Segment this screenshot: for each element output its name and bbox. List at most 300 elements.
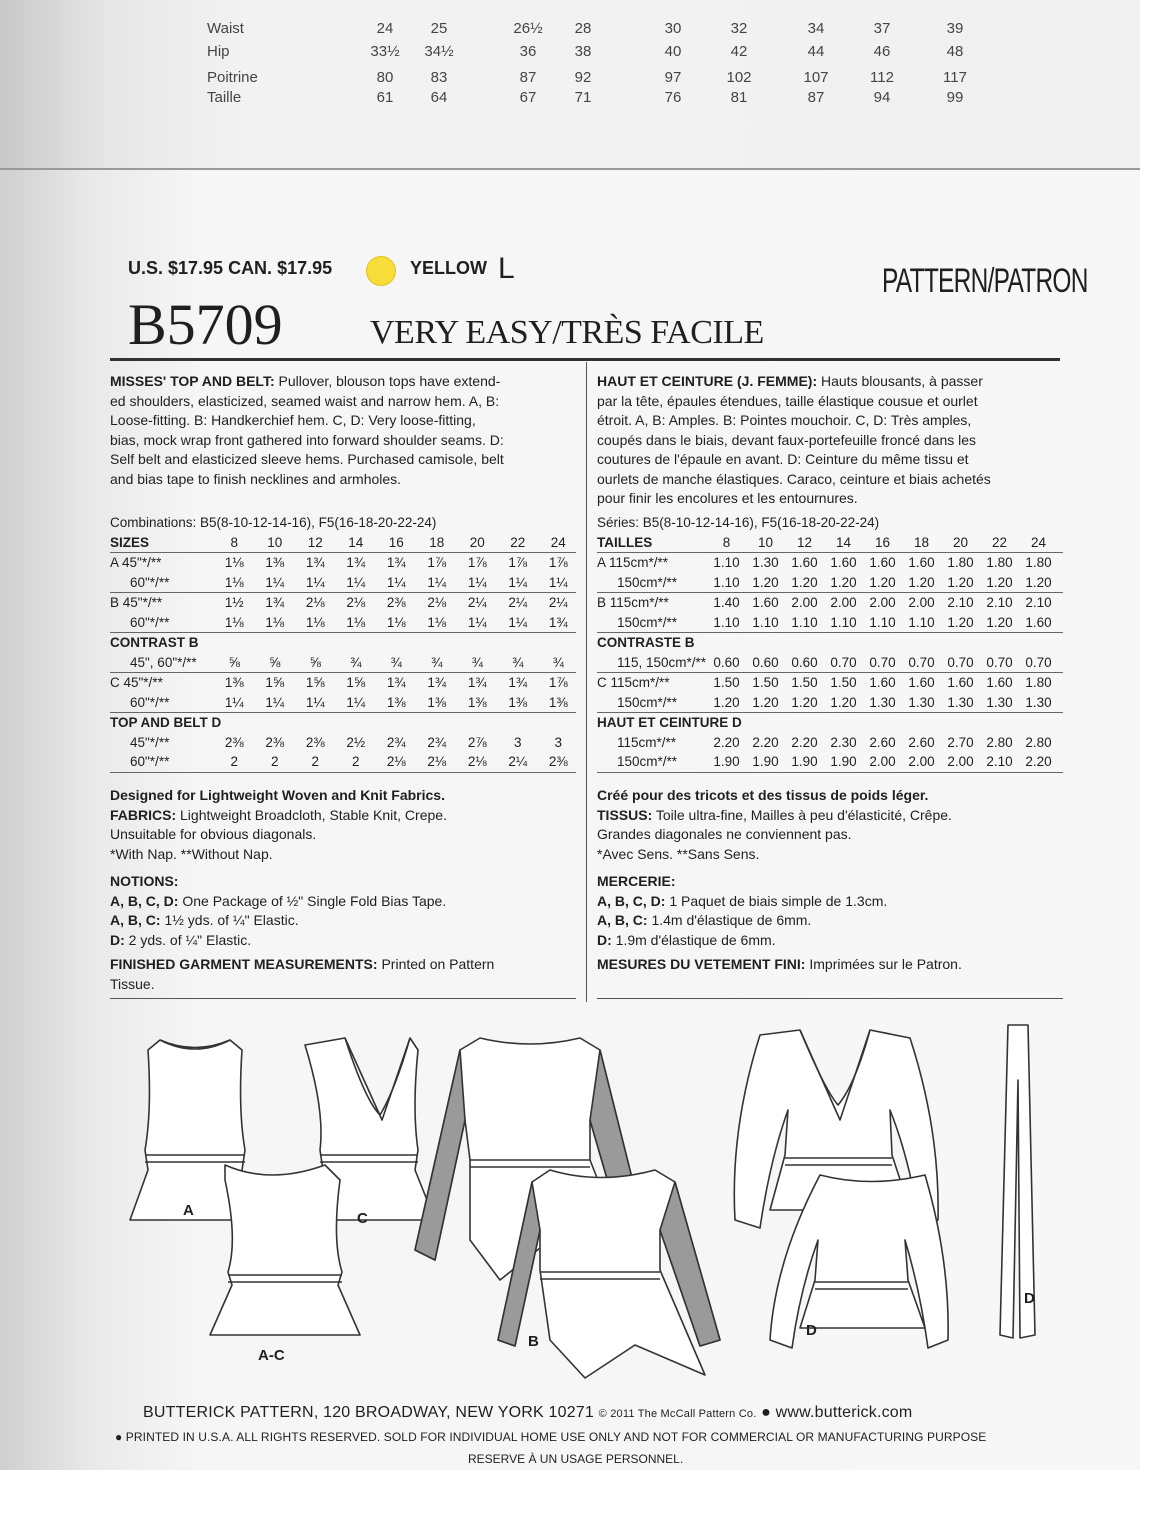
yardage-cell: 1¼ [548,574,568,590]
unsuitable-text: Unsuitable for obvious diagonals. [110,826,317,842]
yardage-cell: 1.60 [947,675,974,690]
yardage-row-label: 45", 60"*/** [130,654,197,670]
yardage-cell: 1⅜ [386,694,406,710]
yardage-cell: 1.50 [752,675,779,690]
yardage-cell: 1¼ [427,574,447,590]
size-chart-cell: 112 [870,69,894,86]
yardage-row [110,733,576,753]
yardage-cell: 1.20 [791,574,818,590]
yardage-cell: 1.50 [830,675,857,690]
yardage-cell: 2.20 [1025,754,1052,769]
yardage-cell: 1.20 [791,694,818,710]
publisher-line [143,1404,912,1422]
yardage-cell: 2¼ [467,595,487,610]
yardage-cell: 2¾ [386,734,406,750]
size-chart-cell: 32 [730,20,748,37]
yardage-cell: 1⅛ [386,614,406,630]
finished-text-fr: Imprimées sur le Patron. [809,956,962,972]
yardage-cell: 0.70 [1025,654,1052,670]
yardage-cell: 2¼ [508,754,528,769]
size-chart-cell: 42 [730,43,748,60]
yardage-cell: 2⅜ [386,595,406,610]
description-en-line: Pullover, blouson tops have extend- [278,373,501,389]
yardage-cell: 1⅜ [508,694,528,710]
finished-text-2: Tissue. [110,975,155,992]
size-chart-label: Poitrine [207,69,258,86]
yardage-cell: 1⅞ [548,675,568,690]
yardage-cell: 1¼ [305,574,325,590]
yardage-row-label: C 115cm*/** [597,675,670,690]
size-header-cell: 12 [307,534,323,550]
size-chart-cell: 48 [946,43,964,60]
yardage-cell: 1⅜ [265,555,285,570]
yardage-row [110,673,576,693]
yardage-cell: ¾ [390,654,402,670]
rights-line [115,1430,986,1444]
yardage-cell: 1.10 [830,614,857,630]
yardage-row-label: 60"*/** [130,694,170,710]
yardage-cell: 2.00 [908,595,935,610]
yardage-cell: 1¾ [467,675,487,690]
yardage-cell: 0.60 [752,654,779,670]
description-fr-line: ourlets de manche élastiques. Caraco, ceinture et biais achetés [597,470,991,487]
yardage-table-en [110,513,576,773]
bullet-icon: ● [761,1404,771,1421]
size-chart-cell: 81 [730,89,748,106]
yardage-cell: 1.80 [986,555,1013,570]
sizes-header-row [110,533,576,554]
size-chart-cell: 30 [664,20,682,37]
yardage-cell: 1.40 [713,595,740,610]
notion-text: 2 yds. of ¼" Elastic. [128,931,252,948]
column-divider [586,362,587,1002]
yardage-row [110,693,576,714]
yardage-row-label: A 45"*/** [110,555,162,570]
size-header-cell: 24 [1030,534,1047,550]
view-label-d: D [806,1322,817,1339]
size-header-cell: 22 [510,534,526,550]
view-label-ac: A-C [258,1347,285,1364]
yardage-cell: 1⅛ [224,574,244,590]
yardage-cell: 2⅛ [427,595,447,610]
yardage-cell: 0.60 [713,654,740,670]
yardage-cell: 1.60 [869,555,896,570]
size-chart-cell: 34 [807,20,825,37]
yardage-cell: 1¾ [548,614,568,630]
size-header-cell: 20 [469,534,485,550]
color-name: YELLOW [410,258,487,278]
website: www.butterick.com [775,1404,913,1421]
yardage-cell: 1.20 [908,574,935,590]
description-fr-line: Hauts blousants, à passer [821,373,983,389]
yardage-row-label: B 45"*/** [110,595,163,610]
pattern-number: B5709 [128,292,283,357]
yardage-cell: 1⅜ [548,694,568,710]
yardage-cell: 2 [351,754,360,769]
fabrics-text: Lightweight Broadcloth, Stable Knit, Crepe. [180,806,447,823]
yardage-row [597,673,1063,693]
yardage-cell: 1⅞ [467,555,487,570]
yardage-cell: 0.70 [908,654,935,670]
yardage-cell: 2.00 [869,595,896,610]
yardage-cell: 1¼ [346,694,366,710]
size-chart-cell: 117 [943,69,967,86]
yardage-cell: 1⅞ [508,555,528,570]
yardage-cell: 2.30 [830,734,857,750]
yardage-row-label: 115, 150cm*/** [617,654,707,670]
yardage-cell: 1.20 [986,614,1013,630]
yardage-row [597,752,1063,773]
description-fr-line: étroit. A, B: Amples. B: Pointes mouchoir. C, D: Très amples, [597,412,972,428]
yardage-cell: 2¼ [508,595,528,610]
yardage-row-label: 60"*/** [130,754,170,769]
notion-key: D: [110,931,125,948]
size-chart-cell: 34½ [424,43,454,60]
notion-key: D: [597,931,612,948]
yardage-cell: 1.10 [713,555,740,570]
yardage-cell: 1⅛ [224,555,244,570]
yardage-cell: 1¾ [305,555,325,570]
yardage-table-fr [597,513,1063,773]
description-fr-line: par la tête, épaules étendues, taille élastique cousue et ourlet [597,392,978,409]
view-label-d-belt: D [1024,1290,1035,1307]
size-header-cell: 12 [796,534,813,550]
yardage-row [597,553,1063,573]
yardage-cell: 2 [311,754,319,769]
yardage-cell: 1⅛ [427,614,447,630]
yardage-cell: 1.90 [830,754,857,769]
description-en-line: bias, mock wrap front gathered into forward shoulder seams. D: [110,431,504,448]
yardage-cell: 1.90 [752,754,779,769]
yardage-row-label: TOP AND BELT D [110,715,222,730]
yardage-cell: 0.70 [947,654,974,670]
yardage-cell: ¾ [471,654,483,670]
yardage-row [597,693,1063,714]
yardage-row [597,573,1063,594]
size-header-cell: 14 [835,534,852,550]
size-chart-cell: 107 [803,69,829,86]
bullet-icon: ● [115,1430,123,1444]
description-en-line: and bias tape to finish necklines and armholes. [110,470,402,487]
difficulty: VERY EASY/TRÈS FACILE [370,314,764,351]
unsuitable-text-fr: Grandes diagonales ne conviennent pas. [597,826,852,842]
yardage-row-label: 150cm*/** [617,754,678,769]
yardage-cell: 0.70 [830,654,857,670]
yardage-row-label: 60"*/** [130,574,170,590]
yardage-cell: 1⅜ [467,694,487,710]
yardage-cell: 2⅜ [548,754,568,769]
size-header-cell: 24 [550,534,566,550]
yardage-row [110,553,576,573]
color-dot [366,256,396,286]
yardage-cell: 2.10 [1025,595,1052,610]
yardage-cell: 1.20 [830,694,857,710]
yardage-cell: 1⅝ [265,675,285,690]
yardage-cell: 2.80 [986,734,1013,750]
yardage-cell: 1.20 [869,574,896,590]
size-header-cell: 14 [348,534,364,550]
yardage-cell: 2⅜ [224,734,244,750]
size-chart-label: Hip [207,43,230,60]
yardage-cell: 2.00 [947,754,974,769]
garment-illustrations [120,1010,1080,1380]
yardage-cell: 0.60 [791,654,818,670]
size-chart-cell: 40 [664,43,682,60]
yardage-row [597,713,1063,733]
yardage-cell: 1.60 [869,675,896,690]
finished-title-fr: MESURES DU VETEMENT FINI: [597,956,806,972]
yardage-cell: 1¾ [265,595,285,610]
size-chart-cell: 33½ [370,43,400,60]
yardage-cell: 1⅛ [224,614,244,630]
combinations-line: Combinations: B5(8-10-12-14-16), F5(16-18-20-22-24) [110,515,437,530]
description-fr-line: coutures de l'épaule en avant. D: Ceinture du même tissu et [597,451,969,467]
yardage-cell: 2.20 [713,734,740,750]
size-header-cell: 8 [230,534,238,550]
nap-legend-fr: *Avec Sens. **Sans Sens. [597,845,760,862]
yardage-cell: 1¾ [386,555,406,570]
size-chart-cell: 92 [574,69,592,86]
yardage-cell: 2.70 [947,734,974,750]
yardage-cell: 2.00 [908,754,935,769]
yardage-row-label: 45"*/** [130,734,170,750]
yardage-cell: 1.50 [713,675,740,690]
size-chart-cell: 102 [726,69,752,86]
yardage-cell: 1.60 [908,675,935,690]
yardage-cell: 1.20 [1025,574,1052,590]
yardage-cell: 1.20 [830,574,857,590]
designed-for-fr: Créé pour des tricots et des tissus de poids léger. [597,787,929,803]
yardage-row [110,752,576,773]
size-header-cell: 8 [722,534,731,550]
notion-text: One Package of ½" Single Fold Bias Tape. [182,892,447,909]
yardage-cell: 1.60 [830,555,857,570]
size-chart-cell: 67 [519,89,537,106]
yardage-row [110,573,576,594]
yardage-cell: 1.10 [713,614,740,630]
section-rule [110,998,576,999]
yardage-cell: 1¼ [467,574,487,590]
yardage-cell: 2.20 [752,734,779,750]
yardage-cell: 2.20 [791,734,818,750]
notion-key: A, B, C: [110,912,161,928]
yardage-cell: 2 [230,754,238,769]
sizes-label: SIZES [110,534,150,550]
description-fr [597,372,1067,509]
yardage-row [110,593,576,613]
yardage-cell: 3 [554,734,562,750]
yardage-row-label: 150cm*/** [617,694,678,710]
notion-text: 1.4m d'élastique de 6mm. [651,912,812,928]
description-fr-line: pour finir les encolures et les entournures. [597,490,858,506]
yardage-cell: 1.30 [752,555,779,570]
size-header-cell: 18 [429,534,445,550]
fabrics-title-fr: TISSUS: [597,806,653,823]
yardage-cell: ⅝ [309,654,321,670]
yardage-cell: 2⅛ [305,595,325,610]
yardage-row-label: A 115cm*/** [597,555,669,570]
yardage-cell: 1¼ [346,574,366,590]
yardage-cell: 2.00 [791,595,818,610]
yardage-cell: 2.00 [830,595,857,610]
yardage-cell: 2.00 [869,754,896,769]
combinations-line: Séries: B5(8-10-12-14-16), F5(16-18-20-22-24) [597,515,880,530]
yardage-cell: 2⅜ [265,734,285,750]
yardage-cell: 1¼ [467,614,487,630]
yardage-cell: 1.20 [986,574,1013,590]
yardage-cell: 1⅜ [224,675,244,690]
notions-title-fr: MERCERIE: [597,873,676,889]
size-header-cell: 10 [757,534,774,550]
nap-legend: *With Nap. **Without Nap. [110,845,273,862]
size-chart-cell: 71 [574,89,592,106]
size-header-cell: 22 [991,534,1008,550]
description-en-line: Loose-fitting. B: Handkerchief hem. C, D: Very loose-fitting, [110,412,476,428]
yardage-cell: 1.10 [908,614,935,630]
size-chart-cell: 36 [519,43,537,60]
section-rule [597,998,1063,999]
size-chart-cell: 87 [519,69,537,86]
yardage-cell: 1⅝ [346,675,366,690]
yardage-cell: 2⅞ [467,734,487,750]
yardage-cell: 1¾ [346,555,366,570]
yardage-cell: 1.80 [1025,675,1052,690]
yardage-row [597,593,1063,613]
notion-key: A, B, C, D: [110,892,179,909]
size-chart-cell: 64 [430,89,448,106]
finished-title: FINISHED GARMENT MEASUREMENTS: [110,956,378,972]
finished-text: Printed on Pattern [381,956,495,972]
notions-title: NOTIONS: [110,873,179,889]
yardage-cell: 1.20 [752,694,779,710]
size-chart-cell: 76 [664,89,682,106]
size-header-cell: 10 [267,534,283,550]
yardage-cell: 2.10 [986,595,1013,610]
yardage-cell: 1.20 [947,574,974,590]
yardage-row-label: B 115cm*/** [597,595,669,610]
notion-key: A, B, C, D: [597,892,666,909]
yardage-row-label: C 45"*/** [110,675,163,690]
yardage-cell: 1.80 [947,555,974,570]
yardage-cell: 1.10 [713,574,740,590]
notion-text: 1 Paquet de biais simple de 1.3cm. [669,892,888,909]
yardage-cell: ¾ [512,654,524,670]
yardage-cell: 1.20 [947,614,974,630]
yardage-cell: 1¼ [508,614,528,630]
yardage-cell: 2½ [346,734,366,750]
yardage-cell: ¾ [350,654,362,670]
size-chart-cell: 46 [873,43,891,60]
yardage-cell: 2⅛ [346,595,366,610]
yardage-cell: 1¼ [265,694,285,710]
yardage-cell: 1⅛ [265,614,285,630]
yardage-cell: 1.80 [1025,555,1052,570]
yardage-cell: 1¾ [427,675,447,690]
yardage-cell: 1¼ [508,574,528,590]
publisher-address: BUTTERICK PATTERN, 120 BROADWAY, NEW YORK 10271 [143,1404,595,1421]
yardage-row-label: 150cm*/** [617,574,678,590]
yardage-cell: 1.20 [713,694,740,710]
yardage-cell: 2.60 [908,734,935,750]
view-label-c: C [357,1210,368,1227]
yardage-cell: 2⅛ [467,754,487,769]
yardage-cell: 1.90 [791,754,818,769]
size-chart-cell: 24 [376,20,394,37]
size-chart-cell: 99 [946,89,964,106]
yardage-cell: 1⅜ [427,694,447,710]
yardage-cell: 2¼ [548,595,568,610]
yardage-cell: 0.70 [986,654,1013,670]
description-fr-line: coupés dans le biais, devant faux-portefeuille froncé dans les [597,431,977,448]
yardage-cell: 2.60 [869,734,896,750]
yardage-cell: 1.50 [791,675,818,690]
size-header-cell: 16 [388,534,404,550]
view-label-a: A [183,1202,194,1219]
yardage-cell: 1.30 [947,694,974,710]
size-chart-cell: 38 [574,43,592,60]
yardage-cell: 1⅛ [305,614,325,630]
yardage-row-label: 150cm*/** [617,614,678,630]
view-ac-back-illustration [210,1165,360,1335]
yardage-row [110,613,576,634]
yardage-row [597,613,1063,634]
size-chart-cell: 39 [946,20,964,37]
yardage-cell: 1.60 [791,555,818,570]
yardage-cell: 2.10 [947,595,974,610]
yardage-cell: 2⅛ [386,754,406,769]
yardage-cell: 1.30 [986,694,1013,710]
fabrics-notions-fr [597,786,1067,975]
notion-text: 1.9m d'élastique de 6mm. [615,931,776,948]
yardage-cell: 1.60 [752,595,779,610]
fabrics-title: FABRICS: [110,806,177,823]
yardage-cell: 1¼ [224,694,244,710]
yardage-cell: 2⅜ [305,734,325,750]
fabrics-text-fr: Toile ultra-fine, Mailles à peu d'élasticité, Crêpe. [655,806,952,823]
yardage-cell: 1½ [224,595,244,610]
yardage-cell: ¾ [431,654,443,670]
yardage-cell: ⅝ [269,654,281,670]
rights-text: PRINTED IN U.S.A. ALL RIGHTS RESERVED. SOLD FOR INDIVIDUAL HOME USE ONLY AND NOT FOR COMMERCIAL OR MANUFACTURING PURPOSE [125,1430,987,1444]
yardage-cell: 1¼ [386,574,406,590]
header-rule [110,358,1060,361]
yardage-cell: 1¾ [386,675,406,690]
description-en [110,372,580,489]
yardage-row [597,633,1063,653]
sizes-header-row [597,533,1063,554]
yardage-cell: 1.30 [1025,694,1052,710]
yardage-cell: 1⅛ [346,614,366,630]
size-chart-cell: 94 [873,89,891,106]
yardage-cell: ⅝ [228,654,240,670]
size-chart-label: Waist [207,20,244,37]
yardage-cell: 1.10 [869,614,896,630]
yardage-cell: 1.90 [713,754,740,769]
size-letter: L [498,252,515,285]
yardage-row [597,653,1063,674]
yardage-row [597,733,1063,753]
yardage-row-label: HAUT ET CEINTURE D [597,715,742,730]
description-fr-title: HAUT ET CEINTURE (J. FEMME): [597,373,818,389]
size-header-cell: 18 [913,534,930,550]
yardage-cell: 1¾ [508,675,528,690]
yardage-row [110,653,576,674]
size-chart-cell: 28 [574,20,592,37]
description-en-line: ed shoulders, elasticized, seamed waist and narrow hem. A, B: [110,392,500,409]
copyright: © 2011 The McCall Pattern Co. [598,1408,757,1420]
yardage-cell: ¾ [552,654,564,670]
size-chart-cell: 97 [664,69,682,86]
